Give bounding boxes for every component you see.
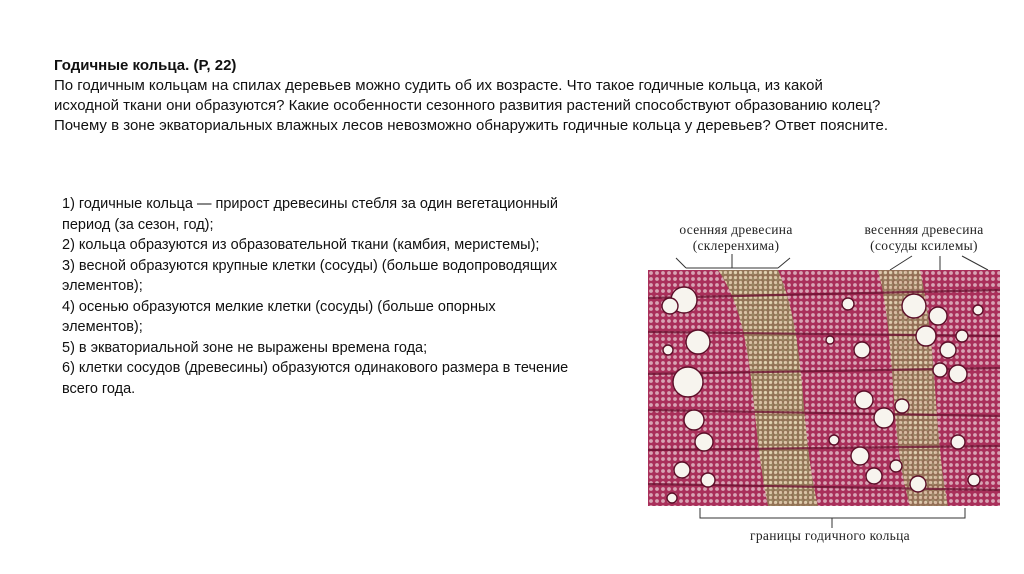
- answer-line: элементов);: [62, 278, 143, 294]
- answer-line: 5) в экваториальной зоне не выражены времена года;: [62, 339, 428, 356]
- slide-title: Годичные кольца. (Р, 22): [54, 57, 237, 74]
- question-line: По годичным кольцам на спилах деревьев можно судить об их возрасте. Что такое годичные кольца, из какой: [54, 77, 823, 94]
- spring-wood-label-line1: весенняя древесина: [864, 222, 984, 237]
- question-line: Почему в зоне экваториальных влажных лесов невозможно обнаружить годичные кольца у деревьев? Ответ поясните.: [54, 117, 889, 134]
- answer-line: элементов);: [62, 319, 143, 335]
- tree-ring-figure: [640, 218, 1010, 568]
- answer-line: 6) клетки сосудов (древесины) образуются одинакового размера в течение: [62, 360, 569, 376]
- answer-block: [62, 194, 612, 399]
- autumn-wood-label-line1: осенняя древесина: [679, 222, 793, 237]
- answer-line: период (за сезон, год);: [62, 216, 214, 233]
- question-line: исходной ткани они образуются? Какие особенности сезонного развития растений способствуют образованию колец?: [54, 97, 881, 114]
- answer-line: 1) годичные кольца — прирост древесины стебля за один вегетационный: [62, 196, 558, 212]
- autumn-wood-label-line2: (склеренхима): [692, 238, 780, 253]
- question-block: [54, 56, 954, 136]
- answer-line: 2) кольца образуются из образовательной ткани (камбия, меристемы);: [62, 237, 540, 253]
- answer-line: 4) осенью образуются мелкие клетки (сосуды) (больше опорных: [62, 298, 496, 315]
- answer-line: 3) весной образуются крупные клетки (сосуды) (больше водопроводящих: [62, 257, 558, 274]
- ring-bounds-label: границы годичного кольца: [750, 528, 910, 543]
- answer-line: всего года.: [62, 380, 136, 397]
- spring-wood-label-line2: (сосуды ксилемы): [870, 238, 978, 253]
- wood-cross-section-image: [648, 270, 1000, 506]
